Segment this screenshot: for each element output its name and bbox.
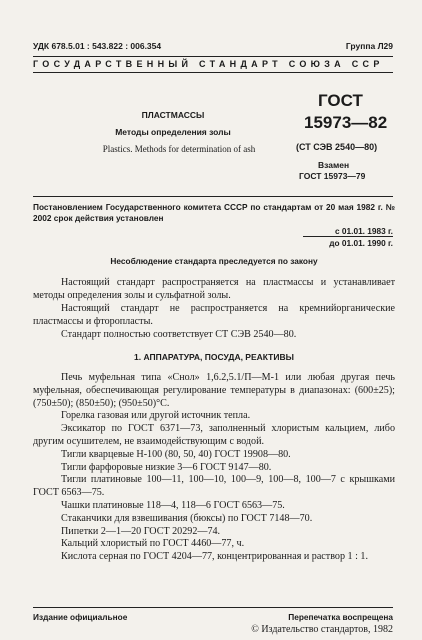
intro-paragraph: Настоящий стандарт распространяется на пластмассы и устанавливает методы определения золы и сульфатной золы.: [33, 277, 395, 301]
intro-block: [33, 276, 395, 341]
english-title: Plastics. Methods for determination of ash: [102, 144, 256, 154]
group-code: Группа Л29: [345, 41, 393, 51]
apparatus-item: Стаканчики для взвешивания (бюксы) по ГОСТ 7148—70.: [61, 512, 313, 524]
standard-banner: ГОСУДАРСТВЕННЫЙ СТАНДАРТ СОЮЗА ССР: [33, 59, 384, 69]
section-title: 1. АППАРАТУРА, ПОСУДА, РЕАКТИВЫ: [134, 352, 294, 362]
apparatus-item: Горелка газовая или другой источник тепла.: [61, 410, 251, 422]
apparatus-item: Кислота серная по ГОСТ 4204—77, концентрированная и раствор 1 : 1.: [61, 551, 368, 563]
top-rule: [33, 56, 393, 57]
banner-rule: [33, 72, 393, 73]
decree-text: Постановлением Государственного комитета СССР по стандартам от 20 мая 1982 г. № 2002 срок действия установлен: [33, 202, 395, 223]
reprint-notice: Перепечатка воспрещена: [288, 612, 393, 622]
legal-warning: Несоблюдение стандарта преследуется по закону: [110, 256, 318, 266]
intro-paragraph: Настоящий стандарт не распространяется на кремнийорганические пластмассы и фторопласты.: [33, 303, 395, 327]
replaces-label: Взамен: [318, 160, 350, 170]
effective-from: с 01.01. 1983 г.: [335, 226, 393, 236]
apparatus-item: Тигли фарфоровые низкие 3—6 ГОСТ 9147—80.: [61, 461, 272, 473]
apparatus-item: Печь муфельная типа «Снол» 1,6.2,5.1/П—М-1 или любая другая печь муфельная, обеспечивающая регулирование температуры в диапазонах: (600±25); (750±50); (850±50); (950±50)°С.: [33, 372, 395, 409]
apparatus-item: Чашки платиновые 118—4, 118—6 ГОСТ 6563—75.: [61, 499, 285, 511]
title-rule: [33, 196, 393, 197]
method-subtitle: Методы определения золы: [115, 127, 231, 137]
copyright-notice: © Издательство стандартов, 1982: [251, 624, 393, 635]
apparatus-item: Эксикатор по ГОСТ 6371—73, заполненный хлористым кальцием, либо другим осушителем, не взаимодействующим с водой.: [33, 423, 395, 447]
date-divider: [303, 236, 393, 237]
edition-label: Издание официальное: [33, 612, 128, 622]
apparatus-item: Пипетки 2—1—20 ГОСТ 20292—74.: [61, 525, 221, 537]
gost-label: ГОСТ: [318, 91, 363, 110]
replaces-value: ГОСТ 15973—79: [299, 171, 366, 181]
gost-number: 15973—82: [304, 113, 388, 132]
apparatus-list: [33, 372, 395, 564]
intro-paragraph: Стандарт полностью соответствует СТ СЭВ 2540—80.: [61, 329, 297, 340]
apparatus-item: Тигли кварцевые Н-100 (80, 50, 40) ГОСТ 19908—80.: [61, 448, 291, 460]
st-sev-reference: (СТ СЭВ 2540—80): [296, 142, 378, 152]
effective-to: до 01.01. 1990 г.: [329, 238, 393, 248]
apparatus-item: Тигли платиновые 100—11, 100—10, 100—9, 100—8, 100—7 с крышками ГОСТ 6563—75.: [33, 474, 395, 499]
udk-code: УДК 678.5.01 : 543.822 : 006.354: [33, 41, 162, 51]
product-name: ПЛАСТМАССЫ: [141, 110, 205, 120]
apparatus-item: Кальций хлористый по ГОСТ 4460—77, ч.: [61, 538, 245, 550]
footer-rule: [33, 607, 393, 608]
